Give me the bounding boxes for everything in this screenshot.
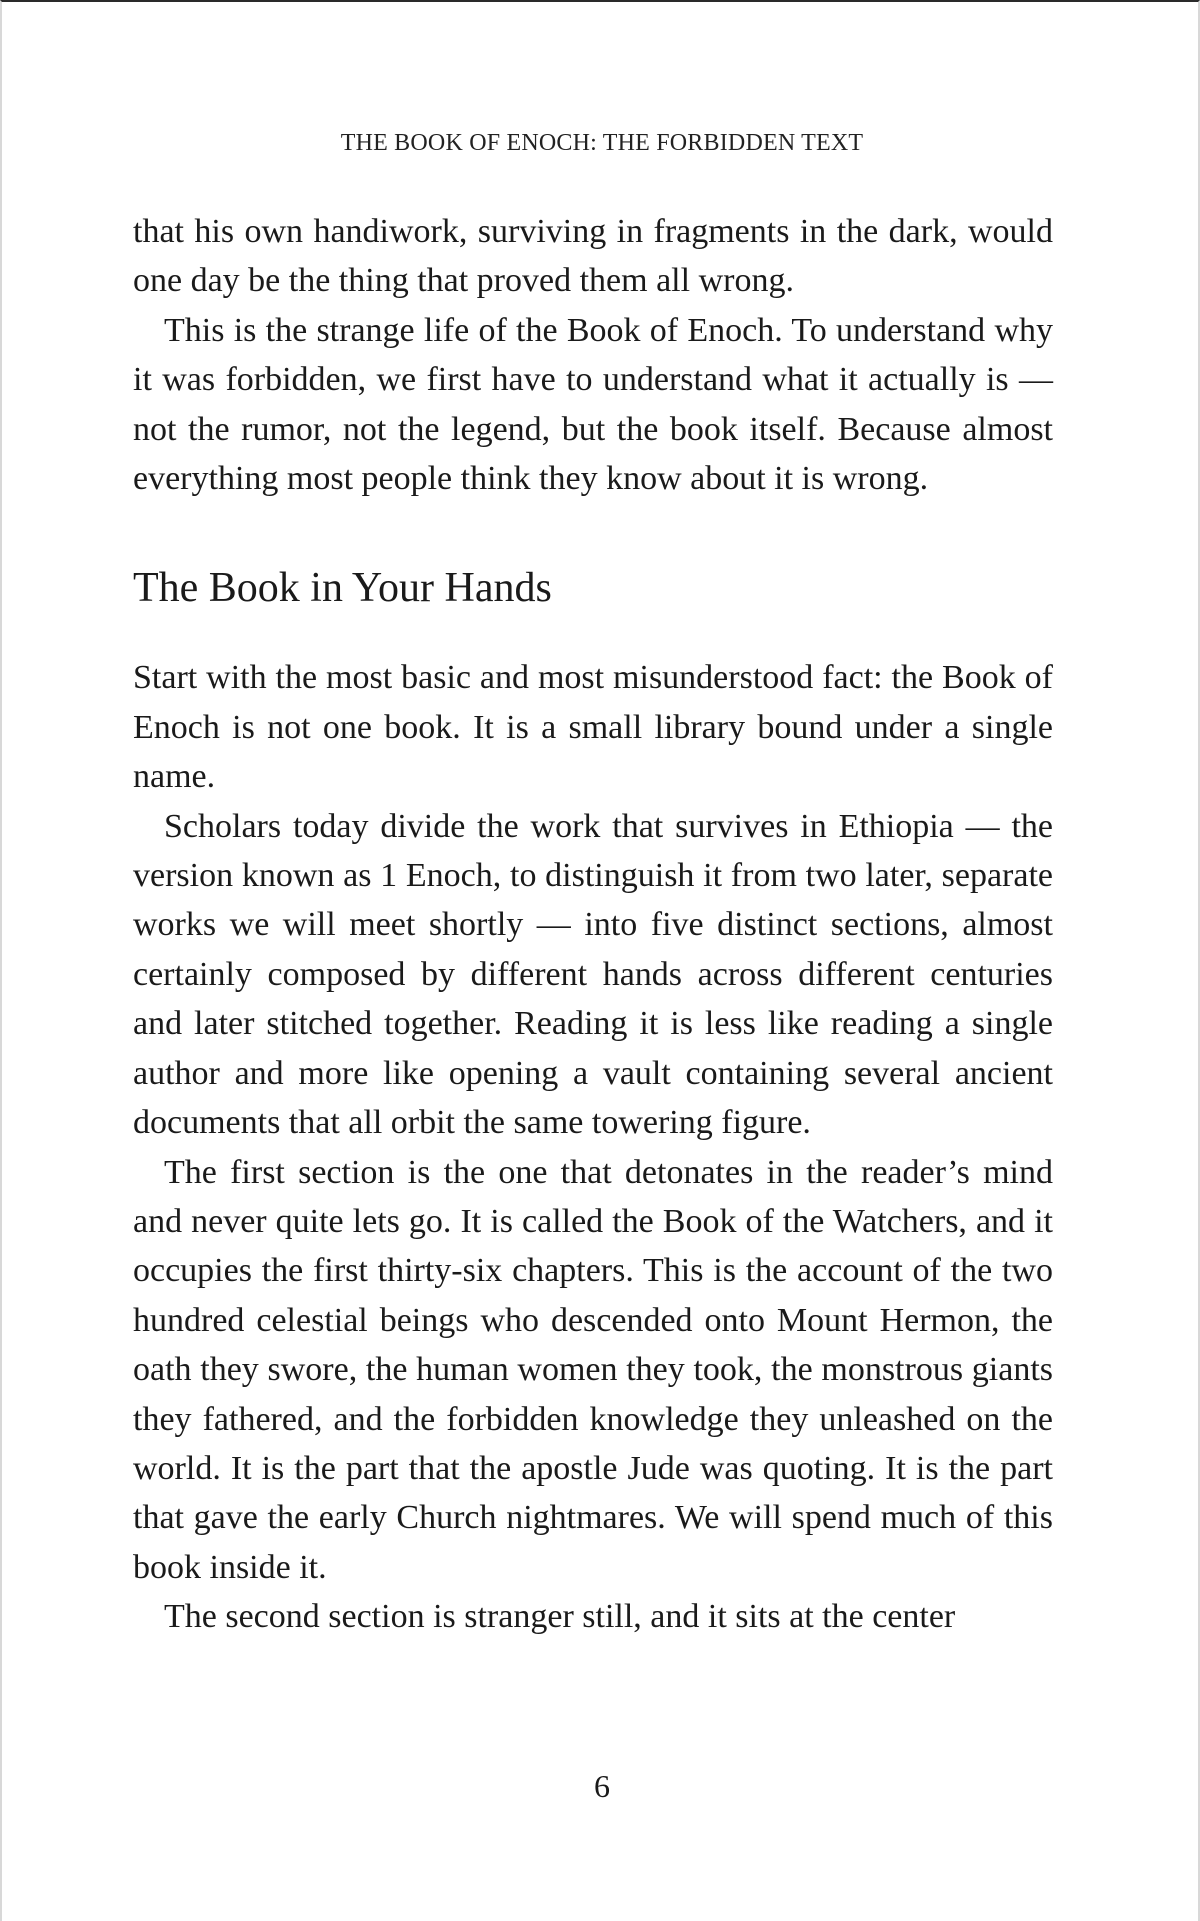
body-text — [133, 207, 1053, 1642]
section-heading: The Book in Your Hands — [133, 565, 552, 612]
paragraph: This is the strange life of the Book of Enoch. To understand why it was forbidden, we first have to understand what it actually is — not the rumor, not the legend, but the book itself. Because almost everything most people think they know about it is wrong. — [133, 311, 1053, 498]
paragraph-last: The second section is stranger still, and it sits at the center — [164, 1598, 956, 1636]
paragraph: The first section is the one that detonates in the reader’s mind and never quite lets go. It is called the Book of the Watchers, and it occupies the first thirty-six chapters. This is the account of the two hundred celestial beings who descended onto Mount Hermon, the oath they swore, the human women they took, the monstrous giants they fathered, and the forbidden knowledge they unleashed on the world. It is the part that the apostle Jude was quoting. It is the part that gave the early Church nightmares. We will spend much of this book inside it. — [133, 1153, 1053, 1586]
page-number: 6 — [594, 1768, 610, 1804]
paragraph-continuation: that his own handiwork, surviving in fragments in the dark, would one day be the thing that proved them all wrong. — [133, 213, 1053, 300]
paragraph: Start with the most basic and most misunderstood fact: the Book of Enoch is not one book. It is a small library bound under a single name. — [133, 659, 1053, 796]
running-header: THE BOOK OF ENOCH: THE FORBIDDEN TEXT — [340, 130, 864, 156]
paragraph: Scholars today divide the work that survives in Ethiopia — the version known as 1 Enoch, to distinguish it from two later, separate works we will meet shortly — into five distinct sections, almost certainly composed by different hands across different centuries and later stitched together. Reading it is less like reading a single author and more like opening a vault containing several ancient documents that all orbit the same towering figure. — [133, 807, 1053, 1142]
